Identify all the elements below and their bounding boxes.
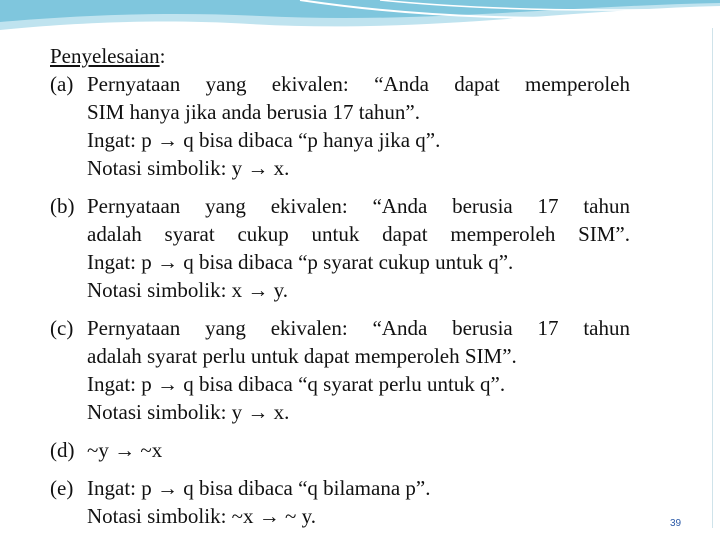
heading-text: Penyelesaian xyxy=(50,44,160,68)
line-text: Notasi simbolik: y → x. xyxy=(87,400,290,424)
line-word: “Anda xyxy=(372,316,428,340)
item-line xyxy=(50,502,630,530)
line-word: memperoleh xyxy=(450,222,556,246)
line-word: Pernyataan xyxy=(87,72,181,96)
justified-line xyxy=(87,314,630,342)
line-text: Ingat: p → q bisa dibaca “p hanya jika q”. xyxy=(87,128,441,152)
line-text: Ingat: p → q bisa dibaca “q syarat perlu untuk q”. xyxy=(87,372,506,396)
item-marker: (b) xyxy=(50,194,75,218)
solution-item xyxy=(50,314,630,426)
line-word: berusia xyxy=(452,316,513,340)
line-word: 17 xyxy=(537,316,559,340)
line-text: Notasi simbolik: ~x → ~ y. xyxy=(87,504,317,528)
solution-items xyxy=(50,70,630,530)
item-line xyxy=(50,436,630,464)
item-line xyxy=(50,220,630,248)
line-word: ekivalen: xyxy=(271,72,349,96)
item-line xyxy=(50,154,630,182)
line-word: tahun xyxy=(583,316,630,340)
item-spacer xyxy=(50,426,630,436)
header-swoosh xyxy=(0,0,720,40)
item-line xyxy=(50,248,630,276)
line-word: 17 xyxy=(537,194,559,218)
item-marker: (e) xyxy=(50,476,74,500)
line-word: “Anda xyxy=(372,194,428,218)
solution-item xyxy=(50,474,630,530)
line-word: yang xyxy=(205,72,247,96)
line-text: Notasi simbolik: y → x. xyxy=(87,156,290,180)
line-text: SIM hanya jika anda berusia 17 tahun”. xyxy=(87,100,420,124)
line-text: adalah syarat perlu untuk dapat memperoleh SIM”. xyxy=(87,344,517,368)
solution-item xyxy=(50,70,630,182)
line-word: syarat xyxy=(164,222,215,246)
item-line xyxy=(50,474,630,502)
line-word: ekivalen: xyxy=(270,194,348,218)
page-number: 39 xyxy=(670,518,682,529)
heading-colon: : xyxy=(159,44,166,68)
line-word: “Anda xyxy=(374,72,429,96)
solution-item xyxy=(50,192,630,304)
line-word: berusia xyxy=(452,194,513,218)
item-line xyxy=(50,398,630,426)
line-word: yang xyxy=(205,316,246,340)
line-word: dapat xyxy=(382,222,428,246)
justified-line xyxy=(87,192,630,220)
item-line xyxy=(50,98,630,126)
item-marker: (a) xyxy=(50,72,74,96)
solution-item xyxy=(50,436,630,464)
item-marker: (d) xyxy=(50,438,75,462)
line-word: tahun xyxy=(583,194,630,218)
justified-line xyxy=(87,70,630,98)
item-marker: (c) xyxy=(50,316,74,340)
line-word: Pernyataan xyxy=(87,316,181,340)
line-text: ~y → ~x xyxy=(87,438,163,462)
item-line xyxy=(50,276,630,304)
line-word: yang xyxy=(205,194,246,218)
solution-heading xyxy=(50,42,630,70)
right-border-line xyxy=(712,28,713,528)
line-word: untuk xyxy=(311,222,360,246)
justified-line xyxy=(87,220,630,248)
item-line xyxy=(50,370,630,398)
line-text: Ingat: p → q bisa dibaca “p syarat cukup untuk q”. xyxy=(87,250,514,274)
line-word: cukup xyxy=(237,222,289,246)
item-line xyxy=(50,314,630,342)
line-text: Notasi simbolik: x → y. xyxy=(87,278,289,302)
item-line xyxy=(50,126,630,154)
line-text: Ingat: p → q bisa dibaca “q bilamana p”. xyxy=(87,476,431,500)
line-word: SIM”. xyxy=(578,222,630,246)
line-word: ekivalen: xyxy=(270,316,348,340)
line-word: dapat xyxy=(454,72,500,96)
item-spacer xyxy=(50,464,630,474)
item-spacer xyxy=(50,182,630,192)
item-line xyxy=(50,70,630,98)
item-line xyxy=(50,192,630,220)
solution-content xyxy=(50,42,630,530)
item-spacer xyxy=(50,304,630,314)
line-word: adalah xyxy=(87,222,142,246)
line-word: memperoleh xyxy=(525,72,630,96)
item-line xyxy=(50,342,630,370)
line-word: Pernyataan xyxy=(87,194,181,218)
